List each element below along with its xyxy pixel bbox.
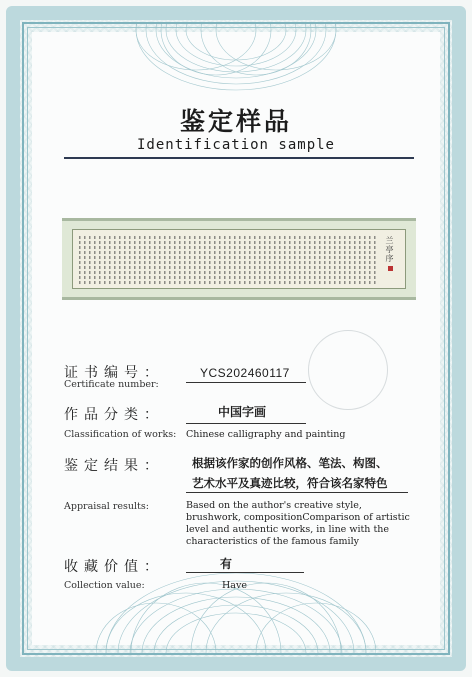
title-divider <box>64 157 414 159</box>
certificate-number-value: YCS202460117 <box>200 366 290 380</box>
certificate-number-label-en: Certificate number: <box>64 379 159 390</box>
appraisal-label: 鉴定结果： <box>64 458 164 474</box>
appraisal-value-en-line1: Based on the author's creative style, <box>186 500 362 511</box>
appraisal-value-en-line3: level and authentic works, in line with the <box>186 524 390 535</box>
appraisal-label-en: Appraisal results: <box>64 501 149 512</box>
collection-value-en: Have <box>222 580 247 591</box>
classification-value-en: Chinese calligraphy and painting <box>186 429 346 440</box>
appraisal-value-line2: 艺术水平及真迹比较，符合该名家特色 <box>192 476 388 490</box>
artwork-image <box>62 218 416 300</box>
classification-value: 中国字画 <box>218 405 267 419</box>
classification-underline <box>186 423 306 424</box>
certificate-number-underline <box>186 382 306 383</box>
appraisal-value-en-line4: characteristics of the famous family <box>186 536 359 547</box>
collection-value-label-en: Collection value: <box>64 580 145 591</box>
appraisal-underline <box>186 492 408 493</box>
appraisal-value-line1: 根据该作家的创作风格、笔法、构图、 <box>192 456 388 470</box>
collection-value-label: 收藏价值： <box>64 559 164 575</box>
collection-underline <box>186 572 304 573</box>
classification-label: 作品分类： <box>64 407 164 423</box>
title-english: Identification sample <box>136 137 335 153</box>
certificate-number-label: 证书编号： <box>64 365 164 381</box>
embossed-stamp <box>308 330 388 410</box>
title-chinese: 鉴定样品 <box>179 107 292 136</box>
classification-label-en: Classification of works: <box>64 429 177 440</box>
calligraphy-scroll <box>72 229 406 289</box>
seal-stamp <box>388 266 393 271</box>
calligraphy-text-texture <box>79 234 379 284</box>
scroll-title: 兰亭序 <box>385 236 394 263</box>
appraisal-value-en-line2: brushwork, compositionComparison of artistic <box>186 512 410 523</box>
guilloche-rosette-top <box>126 24 346 94</box>
collection-value: 有 <box>220 557 233 571</box>
